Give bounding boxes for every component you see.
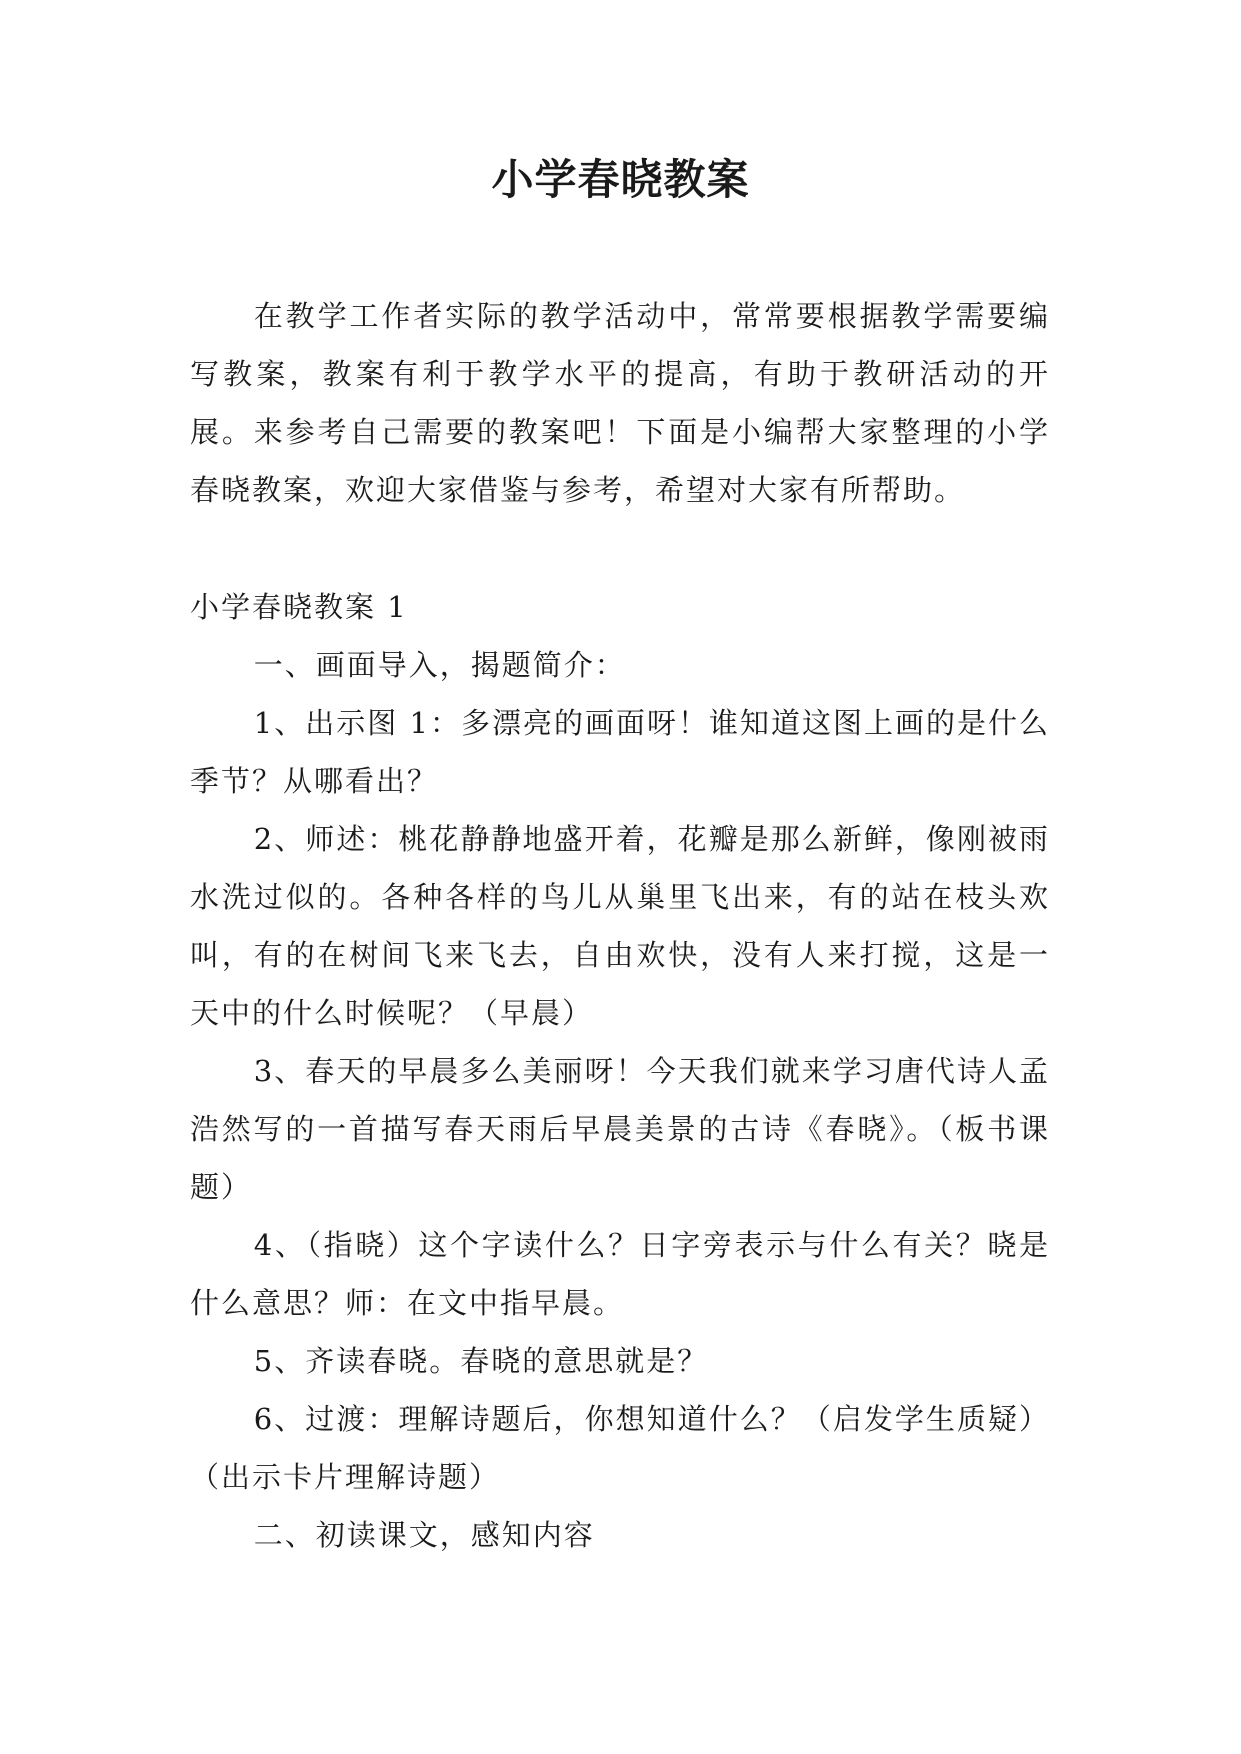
lesson-paragraph: 1、出示图 1：多漂亮的画面呀！谁知道这图上画的是什么季节？从哪看出？: [190, 706, 1050, 798]
intro-section: [190, 287, 1050, 519]
section-heading: 小学春晓教案 1: [190, 590, 408, 624]
lesson-paragraph: 二、初读课文，感知内容: [253, 1518, 595, 1552]
lesson-content: [190, 578, 1050, 1564]
lesson-paragraph: 2、师述：桃花静静地盛开着，花瓣是那么新鲜，像刚被雨水洗过似的。各种各样的鸟儿从巢里飞出来，有的站在枝头欢叫，有的在树间飞来飞去，自由欢快，没有人来打搅，这是一天中的什么时候呢？（早晨）: [190, 822, 1050, 1030]
lesson-paragraph: 一、画面导入，揭题简介：: [253, 648, 626, 682]
document-title: 小学春晓教案: [491, 155, 750, 204]
lesson-paragraph: 5、齐读春晓。春晓的意思就是？: [253, 1344, 709, 1378]
intro-paragraph: 在教学工作者实际的教学活动中，常常要根据教学需要编写教案，教案有利于教学水平的提高，有助于教研活动的开展。来参考自己需要的教案吧！下面是小编帮大家整理的小学春晓教案，欢迎大家借鉴与参考，希望对大家有所帮助。: [190, 299, 1050, 507]
lesson-paragraph: 3、春天的早晨多么美丽呀！今天我们就来学习唐代诗人孟浩然写的一首描写春天雨后早晨美景的古诗《春晓》。（板书课题）: [190, 1054, 1050, 1204]
lesson-paragraph: 4、（指晓）这个字读什么？日字旁表示与什么有关？晓是什么意思？师：在文中指早晨。: [190, 1228, 1050, 1320]
lesson-paragraph: 6、过渡：理解诗题后，你想知道什么？（启发学生质疑）（出示卡片理解诗题）: [190, 1402, 1050, 1494]
